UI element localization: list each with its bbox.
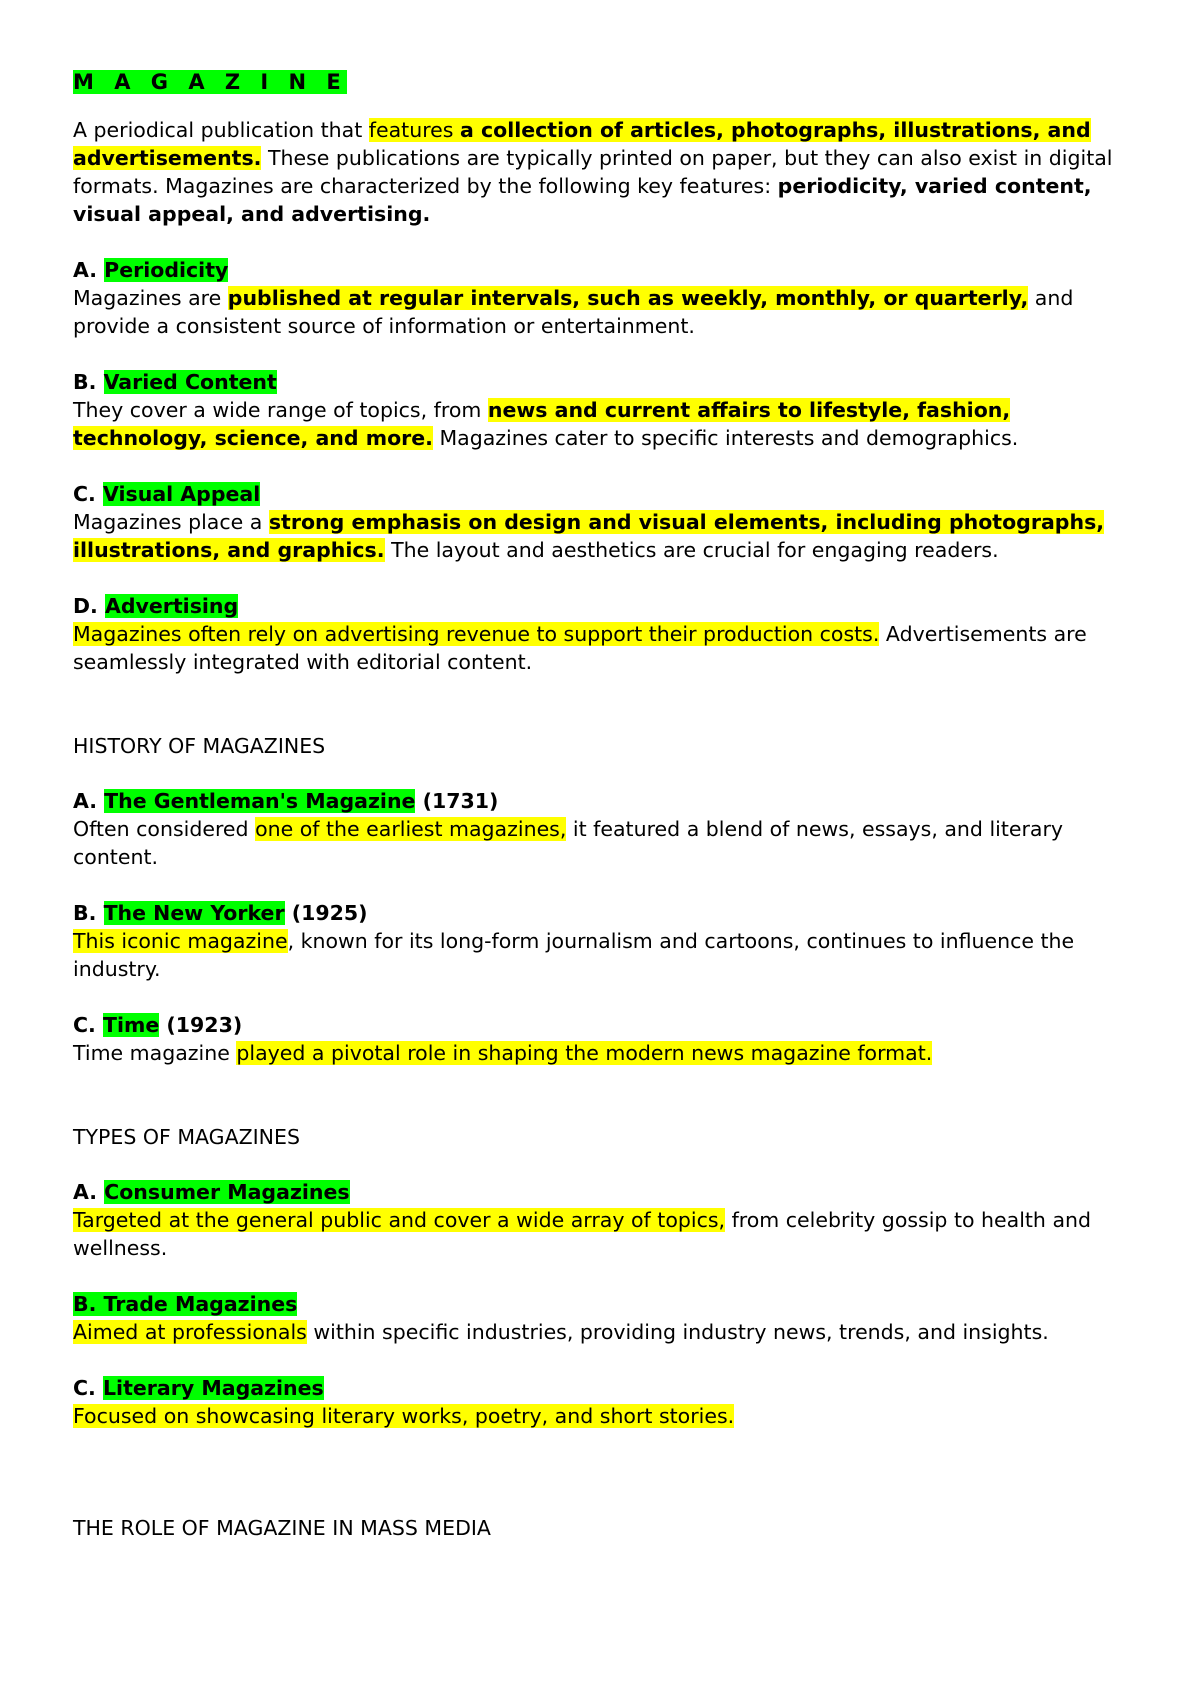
intro-paragraph: A periodical publication that features a collection of articles, photographs, illustrations, and advertisements. These publications are typically printed on paper, but they can also exist in digital formats. Magazines are characterized by the following key features: periodicity, varied content, visual appeal, and advertising.: [73, 118, 1113, 226]
feature-body: Magazines often rely on advertising revenue to support their production costs. Advertisements are seamlessly integrated with editorial content.: [73, 622, 1087, 674]
type-heading: B. Trade Magazines: [73, 1292, 298, 1316]
history-item-gentlemans-magazine: [73, 787, 1130, 871]
feature-heading: B. Varied Content: [73, 370, 277, 394]
history-item-body: Often considered one of the earliest magazines, it featured a blend of news, essays, and literary content.: [73, 817, 1064, 869]
history-item-heading: B. The New Yorker (1925): [73, 901, 368, 925]
feature-visual-appeal: [73, 480, 1130, 564]
intro-key-features: periodicity, varied content, visual appeal, and advertising.: [73, 174, 1092, 226]
types-heading: TYPES OF MAGAZINES: [73, 1125, 300, 1149]
feature-body: Magazines are published at regular intervals, such as weekly, monthly, or quarterly, and provide a consistent source of information or entertainment.: [73, 286, 1074, 338]
role-heading: THE ROLE OF MAGAZINE IN MASS MEDIA: [73, 1516, 491, 1540]
feature-heading: C. Visual Appeal: [73, 482, 261, 506]
history-item-body: Time magazine played a pivotal role in shaping the modern news magazine format.: [73, 1041, 933, 1065]
document-title: [73, 68, 1130, 96]
history-item-heading: C. Time (1923): [73, 1013, 243, 1037]
history-heading: HISTORY OF MAGAZINES: [73, 734, 326, 758]
feature-body: They cover a wide range of topics, from news and current affairs to lifestyle, fashion, technology, science, and more. Magazines cater to specific interests and demographics.: [73, 398, 1019, 450]
intro-highlight: features a collection of articles, photographs, illustrations, and advertisements.: [73, 118, 1091, 170]
type-body: Aimed at professionals within specific industries, providing industry news, trends, and insights.: [73, 1320, 1049, 1344]
feature-heading: A. Periodicity: [73, 258, 229, 282]
title-highlight: M A G A Z I N E: [73, 70, 348, 94]
type-heading: A. Consumer Magazines: [73, 1180, 350, 1204]
history-item-heading: A. The Gentleman's Magazine (1731): [73, 789, 499, 813]
feature-varied-content: [73, 368, 1130, 452]
history-item-body: This iconic magazine, known for its long-form journalism and cartoons, continues to influence the industry.: [73, 929, 1075, 981]
feature-advertising: [73, 592, 1130, 676]
history-item-time: [73, 1011, 1130, 1067]
type-body: Targeted at the general public and cover a wide array of topics, from celebrity gossip to health and wellness.: [73, 1208, 1092, 1260]
type-heading: C. Literary Magazines: [73, 1376, 324, 1400]
feature-body: Magazines place a strong emphasis on design and visual elements, including photographs, illustrations, and graphics. The layout and aesthetics are crucial for engaging readers.: [73, 510, 1105, 562]
type-consumer-magazines: [73, 1178, 1130, 1262]
feature-periodicity: [73, 256, 1130, 340]
history-item-new-yorker: [73, 899, 1130, 983]
type-literary-magazines: [73, 1374, 1130, 1430]
feature-heading: D. Advertising: [73, 594, 239, 618]
type-body: Focused on showcasing literary works, poetry, and short stories.: [73, 1404, 735, 1428]
type-trade-magazines: [73, 1290, 1130, 1346]
